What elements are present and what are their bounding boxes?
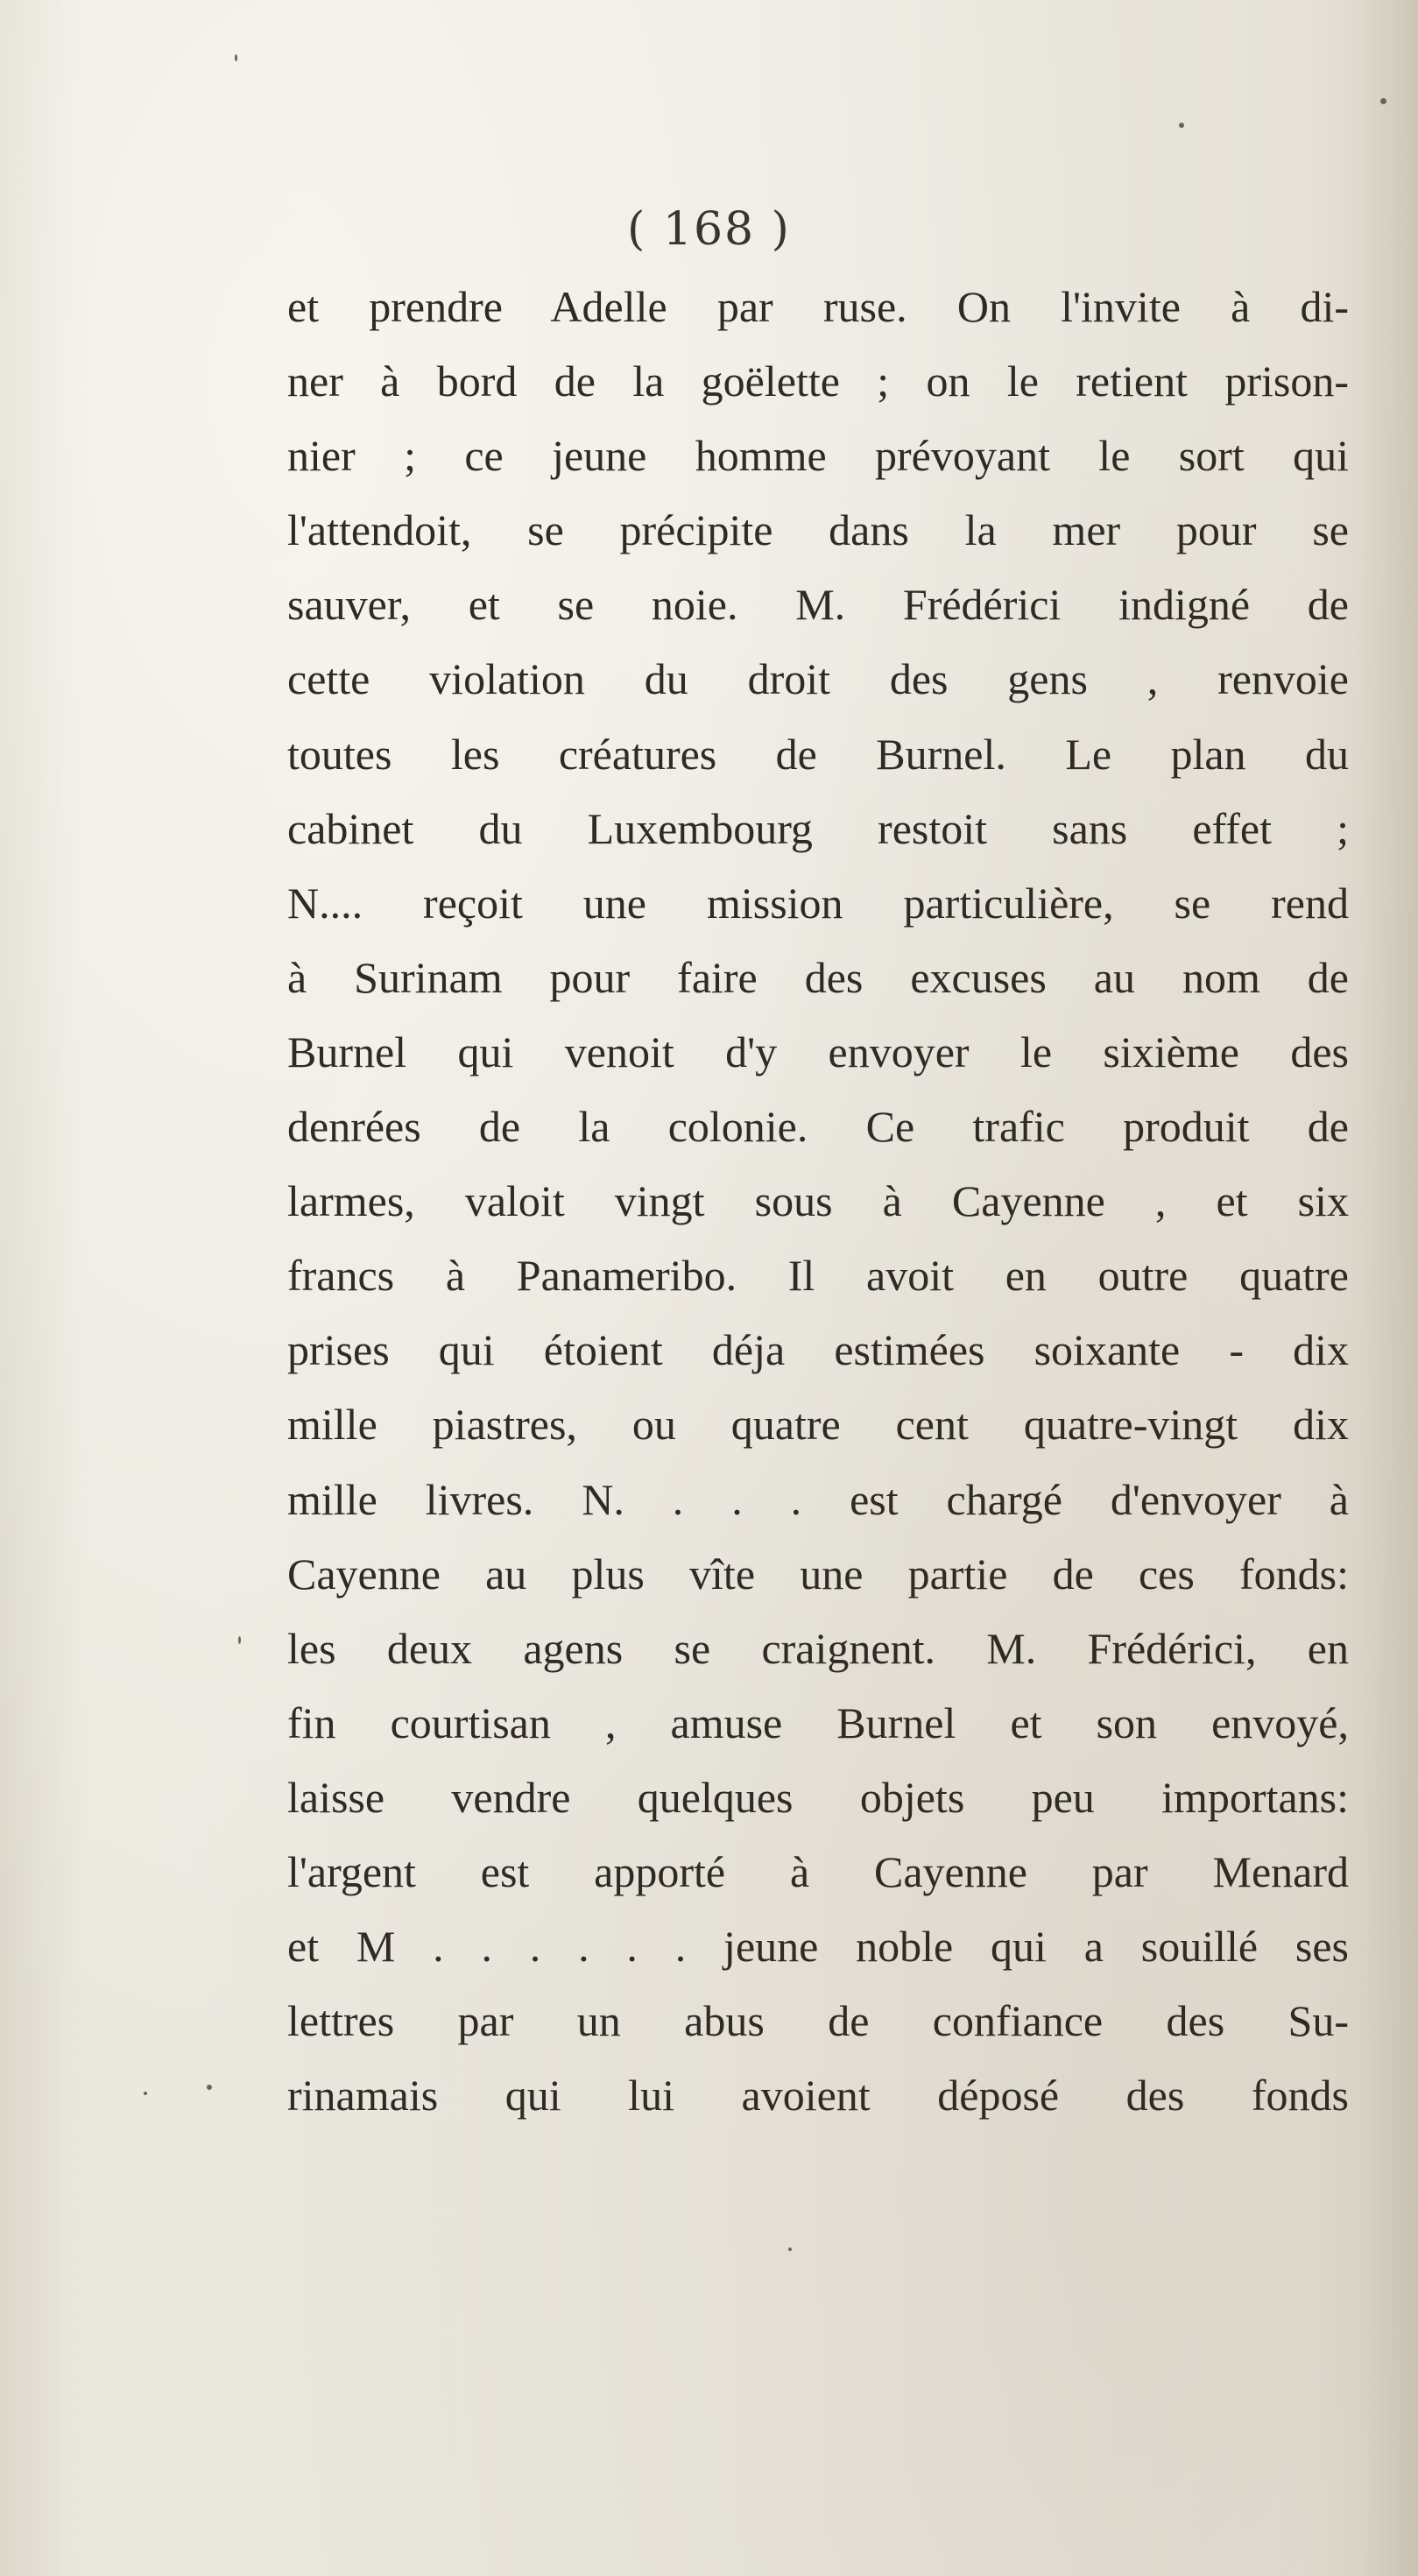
page-edge-shadow xyxy=(1357,0,1418,2576)
paper-speck xyxy=(1380,98,1386,104)
text-line-14: francs à Panameribo. Il avoit en outre quatre xyxy=(287,1251,1349,1301)
text-line-3: nier ; ce jeune homme prévoyant le sort qui xyxy=(287,431,1349,481)
text-line-20: fin courtisan , amuse Burnel et son envoyé, xyxy=(287,1697,1349,1747)
text-line-11: Burnel qui venoit d'y envoyer le sixième des xyxy=(287,1027,1349,1076)
text-line-23: et M . . . . . . jeune noble qui a souillé ses xyxy=(287,1922,1349,1972)
text-line-9: N.... reçoit une mission particulière, se rend xyxy=(287,878,1349,928)
text-line-4: l'attendoit, se précipite dans la mer pour se xyxy=(287,505,1349,555)
text-line-2: ner à bord de la goëlette ; on le retient prison- xyxy=(287,356,1349,406)
text-line-1: et prendre Adelle par ruse. On l'invite à di- xyxy=(287,282,1349,331)
body-text xyxy=(287,270,1349,2133)
text-line-24: lettres par un abus de confiance des Su- xyxy=(287,1996,1349,2046)
text-line-25: rinamais qui lui avoient déposé des fonds xyxy=(287,2071,1349,2121)
paper-speck xyxy=(1179,123,1184,128)
text-line-10: à Surinam pour faire des excuses au nom de xyxy=(287,952,1349,1002)
text-line-7: toutes les créatures de Burnel. Le plan du xyxy=(287,729,1349,779)
text-line-22: l'argent est apporté à Cayenne par Menard xyxy=(287,1846,1349,1896)
paper-speck xyxy=(238,1636,241,1644)
text-line-21: laisse vendre quelques objets peu importans: xyxy=(287,1772,1349,1822)
paper-speck xyxy=(788,2248,792,2251)
text-line-18: Cayenne au plus vîte une partie de ces fonds: xyxy=(287,1549,1349,1599)
text-line-5: sauver, et se noie. M. Frédérici indigné de xyxy=(287,580,1349,630)
paper-speck xyxy=(144,2092,147,2095)
text-line-17: mille livres. N. . . . est chargé d'envoyer à xyxy=(287,1474,1349,1524)
page-number: ( 168 ) xyxy=(627,203,791,256)
text-line-8: cabinet du Luxembourg restoit sans effet ; xyxy=(287,803,1349,853)
paper-speck xyxy=(235,54,237,61)
text-line-6: cette violation du droit des gens , renvoie xyxy=(287,654,1349,704)
text-line-19: les deux agens se craignent. M. Frédérici, en xyxy=(287,1623,1349,1673)
text-line-13: larmes, valoit vingt sous à Cayenne , et six xyxy=(287,1176,1349,1226)
text-line-12: denrées de la colonie. Ce trafic produit de xyxy=(287,1102,1349,1152)
paper-speck xyxy=(207,2085,212,2090)
text-line-15: prises qui étoient déja estimées soixante - dix xyxy=(287,1325,1349,1375)
text-line-16: mille piastres, ou quatre cent quatre-vingt dix xyxy=(287,1400,1349,1450)
